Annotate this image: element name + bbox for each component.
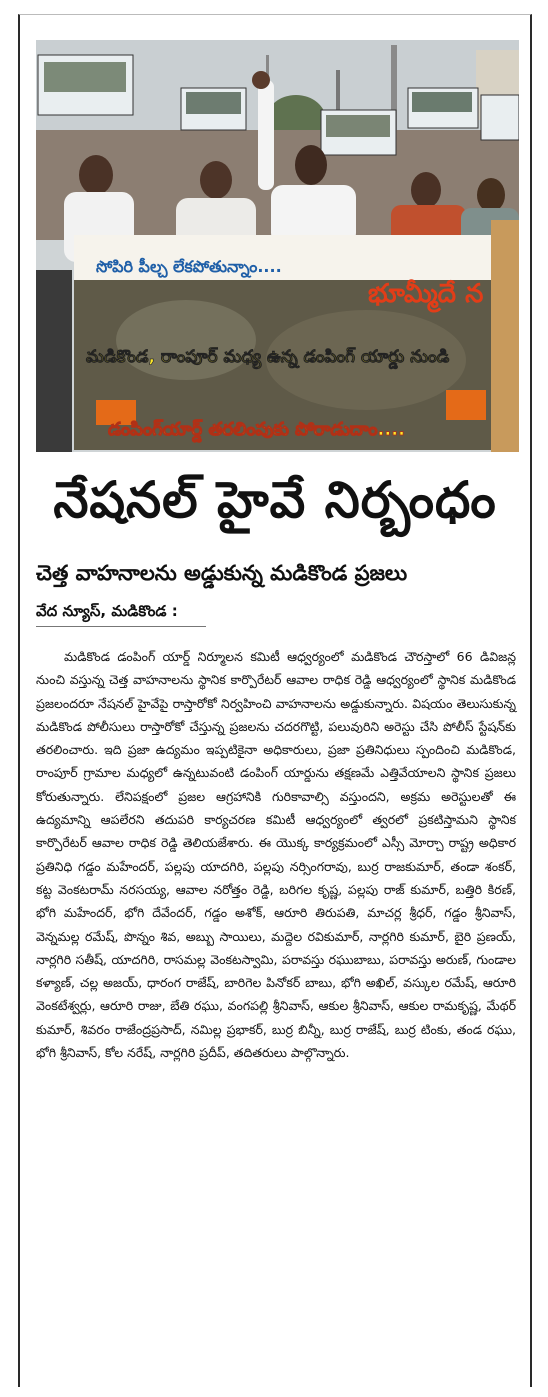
article-subheadline: చెత్త వాహనాలను అడ్డుకున్న మడికొండ ప్రజలు (36, 561, 408, 585)
banner-line-2: భూమ్మీదే న (368, 279, 484, 309)
article-body: మడికొండ డంపింగ్ యార్డ్ నిర్మూలన కమిటీ ఆధ్వర్యంలో మడికొండ చౌరస్తాలో 66 డివిజన్ల నుంచి వస్తున్న చెత్త వాహనాలను స్థానిక కార్పొరేటర్ ఆవాల రాధిక రెడ్డి ఆధ్వర్యంలో స్థానిక మడికొండ ప్రజలందరూ నేషనల్ హైవేపై రాస్తారోకో నిర్వహించి వాహనాలను అడ్డుకున్నారు. విషయం తెలుసుకున్న మడికొండ పోలీసులు రాస్తారోకో చేస్తున్న ప్రజలను చదరగొట్టి, పలువురిని అరెస్టు చేసి పోలీస్ స్టేషన్‌కు తరలించారు. ఇది ప్రజా ఉద్యమం ఇప్పటికైనా అధికారులు, ప్రజా ప్రతినిధులు స్పందించి మడికొండ, రాంపూర్ గ్రామాల మధ్యలో ఉన్నటువంటి డంపింగ్ యార్డును తక్షణమే ఎత్తివేయాలని స్థానిక ప్రజలు కోరుతున్నారు. లేనిపక్షంలో ప్రజల ఆగ్రహానికి గురికావాల్సి వస్తుందని, అక్రమ అరెస్టులతో ఈ ఉద్యమాన్ని ఆపలేరని తదుపరి కార్యచరణ కమిటీ ఆధ్వర్యంలో త్వరలో ప్రకటిస్తామని స్థానిక కార్పొరేటర్ ఆవాల రాధిక రెడ్డి తెలియజేశారు. ఈ యొక్క కార్యక్రమంలో ఎస్సీ మోర్చా రాష్ట్ర అధికార ప్రతినిధి గడ్డం మహేందర్, పల్లపు యాదగిరి, పల్లపు నర్సింగరావు, బుర్ర రాజకుమార్, తండా శంకర్, కట్ట వెంకటరామ్ నరసయ్య, ఆవాల నరోత్తం రెడ్డి, బరిగల కృష్ణ, పల్లపు రాజ్ కుమార్, బత్తిరి కిరణ్, భోగి మహేందర్, భోగి దేవేందర్, గడ్డం అశోక్, ఆరూరి తిరుపతి, మాచర్ల శ్రీధర్, గడ్డం శ్రీనివాస్, వెన్నమల్ల రమేష్, పొన్నం శివ, అబ్బు సాయిలు, మద్దెల రవికుమార్, నార్లగిరి కుమార్, బైరి ప్రణయ్, నార్లగిరి సతీష్, యాదగిరి, రాసమల్ల వెంకటస్వామి, పరావస్తు రఘుబాబు, పరావస్తు అరుణ్, గుండాల కళ్యాణ్, చల్ల అజయ్, ధారంగ రాజేష్, బారిగెల పినోకర్ బాబు, భోగి అఖిల్, వస్కుల రమేష్, ఆరూరి వెంకటేశ్వర్లు, ఆరూరి రాజు, బేతి రఘు, వంగపల్లి శ్రీనివాస్, ఆకుల శ్రీనివాస్, ఆకుల రామకృష్ణ, మేథర్ కుమార్, శివరం రాజేంద్రప్రసాద్, నమిల్ల ప్రభాకర్, బుర్ర బిన్నీ, బుర్ర రాజేష్, బుర్ర టింకు, తండ రఘు, భోగి శ్రీనివాస్, కోల నరేష్, నార్లగిరి ప్రదీప్, తదితరులు పాల్గొన్నారు. (36, 649, 516, 1061)
article-headline: నేషనల్ హైవే నిర్బంధం (53, 471, 497, 529)
banner-line-1: సోపిరి పీల్చ లేకపోతున్నాం.... (96, 257, 282, 276)
banner-line-3: మడికొండ, రాంపూర్ మధ్య ఉన్న డంపింగ్ యార్డు నుండి (86, 347, 450, 367)
banner-line-4: డంపింగ్‌యార్డ్ తరలింపుకు పోరాడుదాం.... (108, 419, 405, 440)
article-dateline: వేద న్యూస్, మడికొండ : (36, 599, 206, 627)
protest-photo (36, 40, 519, 452)
